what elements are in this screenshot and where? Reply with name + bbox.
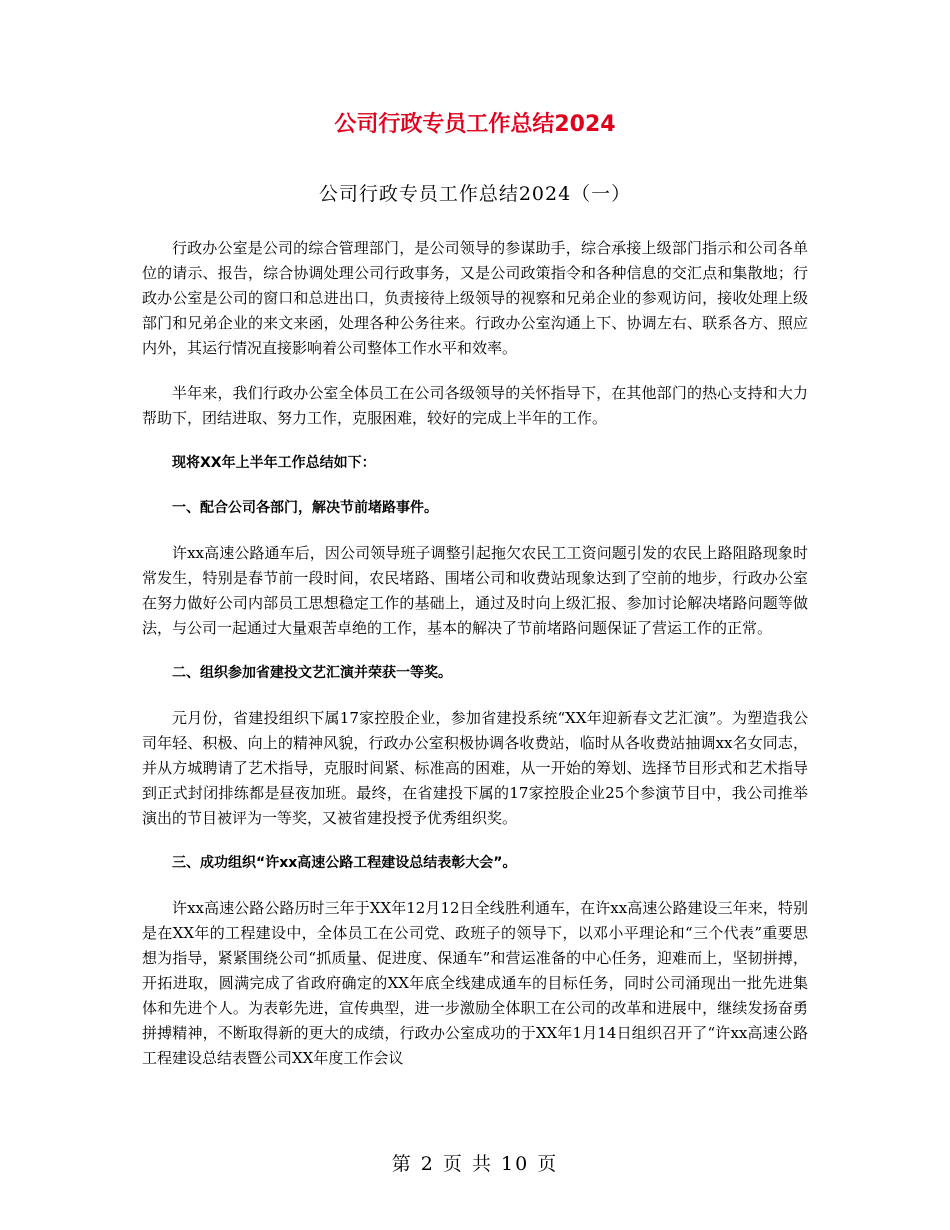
section-heading-3: 三、成功组织“许xx高速公路工程建设总结表彰大会”。 xyxy=(172,855,517,871)
section-heading-summary: 现将XX年上半年工作总结如下： xyxy=(172,455,376,471)
paragraph-intro: 行政办公室是公司的综合管理部门，是公司领导的参谋助手，综合承接上级部门指示和公司各单位的请示、报告，综合协调处理公司行政事务，又是公司政策指令和各种信息的交汇点和集散地；行政办公室是公司的窗口和总进出口，负责接待上级领导的视察和兄弟企业的参观访问，接收处理上级部门和兄弟企业的来文来函，处理各种公务往来。行政办公室沟通上下、协调左右、联系各方、照应内外，其运行情况直接影响着公司整体工作水平和效率。 xyxy=(142,239,808,357)
paragraph-section-1: 许xx高速公路通车后，因公司领导班子调整引起拖欠农民工工资问题引发的农民上路阻路现象时常发生，特别是春节前一段时间，农民堵路、围堵公司和收费站现象达到了空前的地步，行政办公室在努力做好公司内部员工思想稳定工作的基础上，通过及时向上级汇报、参加讨论解决堵路问题等做法，与公司一起通过大量艰苦卓绝的工作，基本的解决了节前堵路问题保证了营运工作的正常。 xyxy=(142,544,808,637)
page-footer: 第 2 页 共 10 页 xyxy=(391,1153,559,1175)
paragraph-section-3: 许xx高速公路公路历时三年于XX年12月12日全线胜利通车，在许xx高速公路建设三年来，特别是在XX年的工程建设中，全体员工在公司党、政班子的领导下，以邓小平理论和“三个代表”重要思想为指导，紧紧围绕公司“抓质量、促进度、保通车”和营运准备的中心任务，迎难而上，坚韧拼搏，开拓进取，圆满完成了省政府确定的XX年底全线建成通车的目标任务，同时公司涌现出一批先进集体和先进个人。为表彰先进，宣传典型，进一步激励全体职工在公司的改革和进展中，继续发扬奋勇拼搏精神，不断取得新的更大的成绩，行政办公室成功的于XX年1月14日组织召开了“许xx高速公路工程建设总结表暨公司XX年度工作会议 xyxy=(142,899,808,1067)
document-body xyxy=(142,236,808,1091)
section-heading-2: 二、组织参加省建投文艺汇演并荣获一等奖。 xyxy=(172,665,452,681)
document-title: 公司行政专员工作总结2024 xyxy=(334,112,616,137)
paragraph-half-year: 半年来，我们行政办公室全体员工在公司各级领导的关怀指导下，在其他部门的热心支持和大力帮助下，团结进取、努力工作，克服困难，较好的完成上半年的工作。 xyxy=(142,384,808,427)
section-heading-1: 一、配合公司各部门，解决节前堵路事件。 xyxy=(172,500,438,516)
document-subtitle: 公司行政专员工作总结2024（一） xyxy=(318,183,632,205)
paragraph-section-2: 元月份，省建投组织下属17家控股企业，参加省建投系统“XX年迎新春文艺汇演”。为塑造我公司年轻、积极、向上的精神风貌，行政办公室积极协调各收费站，临时从各收费站抽调xx名女同志，并从方城聘请了艺术指导，克服时间紧、标准高的困难，从一开始的筹划、选择节目形式和艺术指导到正式封闭排练都是昼夜加班。最终，在省建投下属的17家控股企业25个参演节目中，我公司推举演出的节目被评为一等奖，又被省建投授予优秀组织奖。 xyxy=(142,709,808,827)
